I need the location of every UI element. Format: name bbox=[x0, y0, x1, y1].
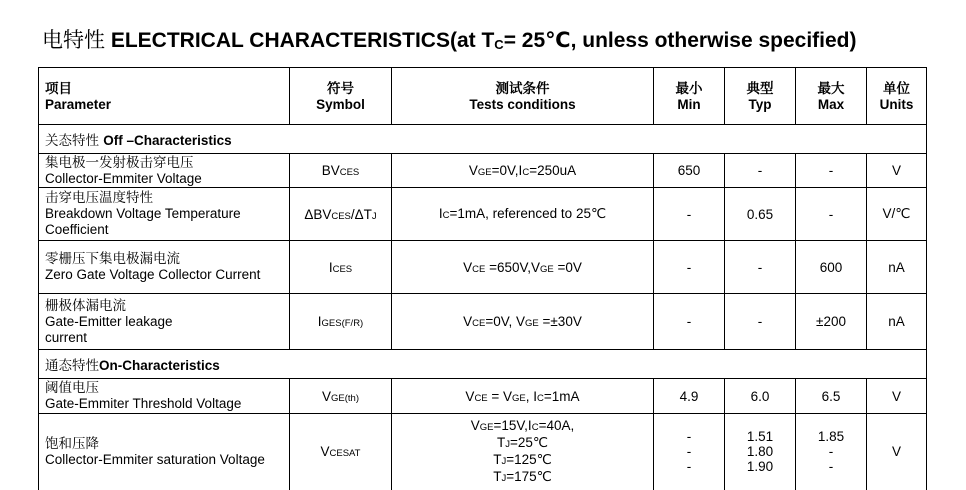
param-iges: 栅极体漏电流 Gate-Emitter leakage current bbox=[39, 294, 290, 350]
cond-vcesat-tj3: TJ=175℃ bbox=[493, 468, 552, 484]
table-row bbox=[39, 241, 927, 294]
units-iges: nA bbox=[867, 294, 927, 350]
min-ices: - bbox=[654, 241, 725, 294]
header-conditions: 测试条件 Tests conditions bbox=[392, 68, 654, 125]
title-cn: 电特性 bbox=[42, 28, 105, 52]
title-en: ELECTRICAL CHARACTERISTICS(at $T_C=$ 25℃, unless otherwise specified) bbox=[110, 29, 857, 52]
max-vcesat: 1.85 - - bbox=[796, 414, 867, 490]
units-bvces: V bbox=[867, 154, 927, 188]
section-on: 通态特性On-Characteristics bbox=[39, 350, 927, 379]
min-tempco: - bbox=[654, 188, 725, 241]
units-vcesat: V bbox=[867, 414, 927, 490]
units-tempco: V/℃ bbox=[867, 188, 927, 241]
table-row bbox=[39, 154, 927, 188]
min-bvces: 650 bbox=[654, 154, 725, 188]
cond-vgeth: VCE = VGE, IC=1mA bbox=[392, 379, 654, 414]
typ-ices: - bbox=[725, 241, 796, 294]
symbol-iges: IGES(F/R) bbox=[290, 294, 392, 350]
electrical-characteristics-table bbox=[38, 67, 927, 490]
table-row bbox=[39, 379, 927, 414]
header-symbol: 符号 Symbol bbox=[290, 68, 392, 125]
typ-bvces: - bbox=[725, 154, 796, 188]
header-row bbox=[39, 68, 927, 125]
table-row bbox=[39, 188, 927, 241]
param-ices: 零栅压下集电极漏电流 Zero Gate Voltage Collector Current bbox=[39, 241, 290, 294]
typ-vgeth: 6.0 bbox=[725, 379, 796, 414]
max-tempco: - bbox=[796, 188, 867, 241]
page-title bbox=[42, 24, 857, 54]
cond-tempco: IC=1mA, referenced to 25℃ bbox=[392, 188, 654, 241]
min-iges: - bbox=[654, 294, 725, 350]
section-off: 关态特性 Off –Characteristics bbox=[39, 125, 927, 154]
cond-ices: VCE =650V,VGE =0V bbox=[392, 241, 654, 294]
param-bvces: 集电极一发射极击穿电压 Collector-Emmiter Voltage bbox=[39, 154, 290, 188]
cond-bvces: VGE=0V,IC=250uA bbox=[392, 154, 654, 188]
cond-vcesat-tj1: TJ=25℃ bbox=[496, 434, 549, 450]
section-off-row bbox=[39, 125, 927, 154]
header-units: 单位 Units bbox=[867, 68, 927, 125]
units-vgeth: V bbox=[867, 379, 927, 414]
symbol-vcesat: VCESAT bbox=[290, 414, 392, 490]
cond-vcesat-line1: VGE=15V,IC=40A, bbox=[470, 417, 575, 433]
cond-iges: VCE=0V, VGE =±30V bbox=[392, 294, 654, 350]
typ-iges: - bbox=[725, 294, 796, 350]
max-vgeth: 6.5 bbox=[796, 379, 867, 414]
max-bvces: - bbox=[796, 154, 867, 188]
table-row bbox=[39, 414, 927, 490]
min-vgeth: 4.9 bbox=[654, 379, 725, 414]
header-min: 最小 Min bbox=[654, 68, 725, 125]
symbol-bvces: BVCES bbox=[290, 154, 392, 188]
param-vgeth: 阈值电压 Gate-Emmiter Threshold Voltage bbox=[39, 379, 290, 414]
symbol-ices: ICES bbox=[290, 241, 392, 294]
header-max: 最大 Max bbox=[796, 68, 867, 125]
section-on-row bbox=[39, 350, 927, 379]
cond-vcesat-tj2: TJ=125℃ bbox=[493, 451, 552, 467]
table-row bbox=[39, 294, 927, 350]
header-typ: 典型 Typ bbox=[725, 68, 796, 125]
symbol-tempco: ΔBVCES/ΔTJ bbox=[290, 188, 392, 241]
param-tempco: 击穿电压温度特性 Breakdown Voltage Temperature Coefficient bbox=[39, 188, 290, 241]
symbol-vgeth: VGE(th) bbox=[290, 379, 392, 414]
max-iges: ±200 bbox=[796, 294, 867, 350]
header-parameter: 项目 Parameter bbox=[39, 68, 290, 125]
param-vcesat: 饱和压降 Collector-Emmiter saturation Voltage bbox=[39, 414, 290, 490]
cond-vcesat bbox=[392, 414, 654, 490]
units-ices: nA bbox=[867, 241, 927, 294]
min-vcesat: - - - bbox=[654, 414, 725, 490]
typ-vcesat: 1.51 1.80 1.90 bbox=[725, 414, 796, 490]
typ-tempco: 0.65 bbox=[725, 188, 796, 241]
max-ices: 600 bbox=[796, 241, 867, 294]
